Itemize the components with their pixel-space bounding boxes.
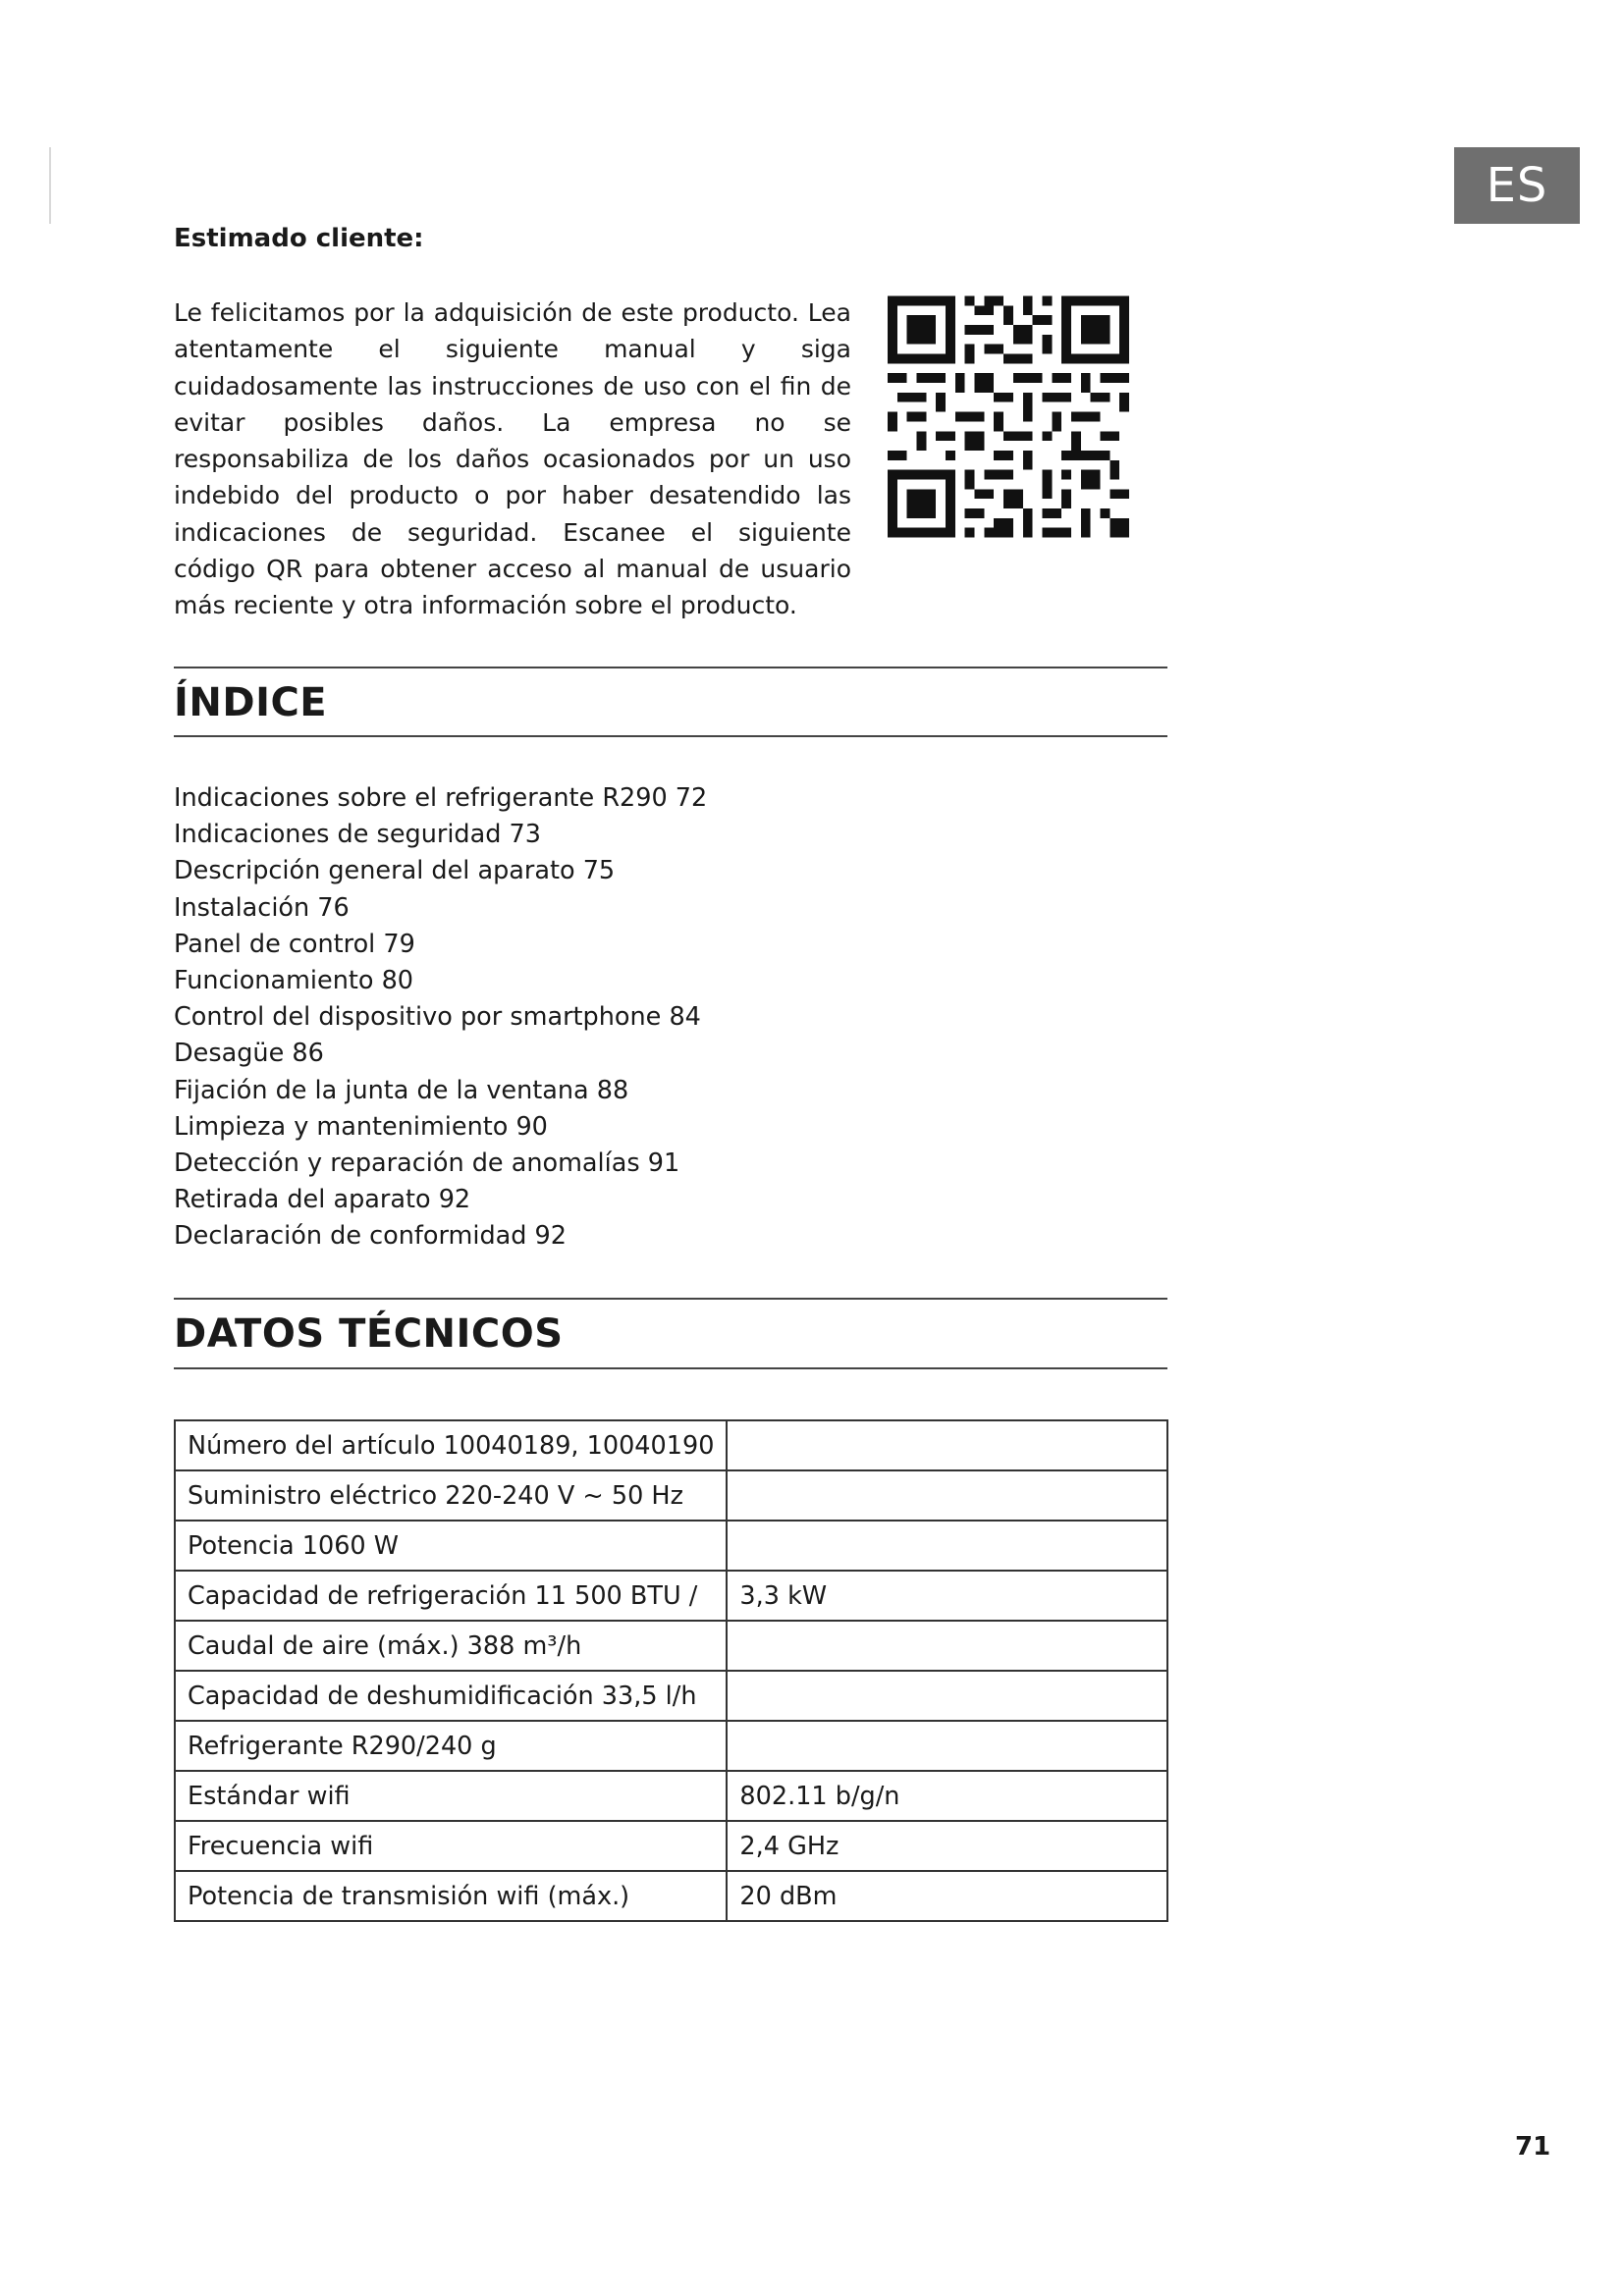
toc-item: Declaración de conformidad 92 xyxy=(174,1221,567,1252)
index-title: ÍNDICE xyxy=(174,680,328,725)
table-row xyxy=(175,1671,1167,1721)
spec-label: Potencia 1060 W xyxy=(175,1521,727,1571)
table-row xyxy=(175,1621,1167,1671)
toc-item: Instalación 76 xyxy=(174,892,350,923)
toc-item: Fijación de la junta de la ventana 88 xyxy=(174,1075,629,1105)
toc-item: Detección y reparación de anomalías 91 xyxy=(174,1148,680,1179)
table-row xyxy=(175,1420,1167,1470)
table-row xyxy=(175,1771,1167,1821)
toc-item: Indicaciones de seguridad 73 xyxy=(174,820,541,850)
spec-label: Suministro eléctrico 220-240 V ~ 50 Hz xyxy=(175,1470,727,1521)
spec-label: Caudal de aire (máx.) 388 m³/h xyxy=(175,1621,727,1671)
spec-value xyxy=(727,1521,1167,1571)
language-tab: ES xyxy=(1454,147,1580,224)
spec-value: 20 dBm xyxy=(727,1871,1167,1921)
tech-specs-table xyxy=(174,1419,1168,1922)
toc-item: Desagüe 86 xyxy=(174,1039,324,1069)
table-row xyxy=(175,1521,1167,1571)
left-margin-rule xyxy=(49,147,51,224)
toc-item: Limpieza y mantenimiento 90 xyxy=(174,1111,548,1142)
tech-title: DATOS TÉCNICOS xyxy=(174,1311,564,1357)
table-of-contents xyxy=(174,780,959,1255)
spec-label: Refrigerante R290/240 g xyxy=(175,1721,727,1771)
qr-code-icon xyxy=(888,294,1129,539)
spec-label: Estándar wifi xyxy=(175,1771,727,1821)
toc-item: Control del dispositivo por smartphone 84 xyxy=(174,1002,701,1033)
toc-item: Descripción general del aparato 75 xyxy=(174,856,616,886)
spec-value xyxy=(727,1621,1167,1671)
toc-item: Retirada del aparato 92 xyxy=(174,1185,471,1215)
spec-value xyxy=(727,1420,1167,1470)
table-row xyxy=(175,1571,1167,1621)
spec-label: Frecuencia wifi xyxy=(175,1821,727,1871)
spec-value xyxy=(727,1721,1167,1771)
spec-label: Capacidad de deshumidificación 33,5 l/h xyxy=(175,1671,727,1721)
toc-item: Funcionamiento 80 xyxy=(174,966,414,996)
table-row xyxy=(175,1871,1167,1921)
table-row xyxy=(175,1821,1167,1871)
index-top-rule xyxy=(174,667,1167,668)
tech-bottom-rule xyxy=(174,1367,1167,1369)
toc-item: Indicaciones sobre el refrigerante R290 72 xyxy=(174,783,708,813)
spec-value xyxy=(727,1671,1167,1721)
spec-value: 2,4 GHz xyxy=(727,1821,1167,1871)
table-row xyxy=(175,1721,1167,1771)
spec-label: Capacidad de refrigeración 11 500 BTU / xyxy=(175,1571,727,1621)
page-number: 71 xyxy=(1515,2132,1551,2162)
index-bottom-rule xyxy=(174,735,1167,737)
intro-paragraph: Le felicitamos por la adquisición de este producto. Lea atentamente el siguiente manual y siga cuidadosamente las instrucciones de uso con el fin de evitar posibles daños. La empresa no se responsabiliza de los daños ocasionados por un uso indebido del producto o por haber desatendido las indicaciones de seguridad. Escanee el siguiente código QR para obtener acceso al manual de usuario más reciente y otra información sobre el producto. xyxy=(174,298,851,620)
table-row xyxy=(175,1470,1167,1521)
spec-label: Potencia de transmisión wifi (máx.) xyxy=(175,1871,727,1921)
greeting: Estimado cliente: xyxy=(174,224,424,253)
tech-top-rule xyxy=(174,1298,1167,1300)
spec-value: 802.11 b/g/n xyxy=(727,1771,1167,1821)
spec-value xyxy=(727,1470,1167,1521)
spec-label: Número del artículo 10040189, 10040190 xyxy=(175,1420,727,1470)
toc-item: Panel de control 79 xyxy=(174,929,415,959)
spec-value: 3,3 kW xyxy=(727,1571,1167,1621)
